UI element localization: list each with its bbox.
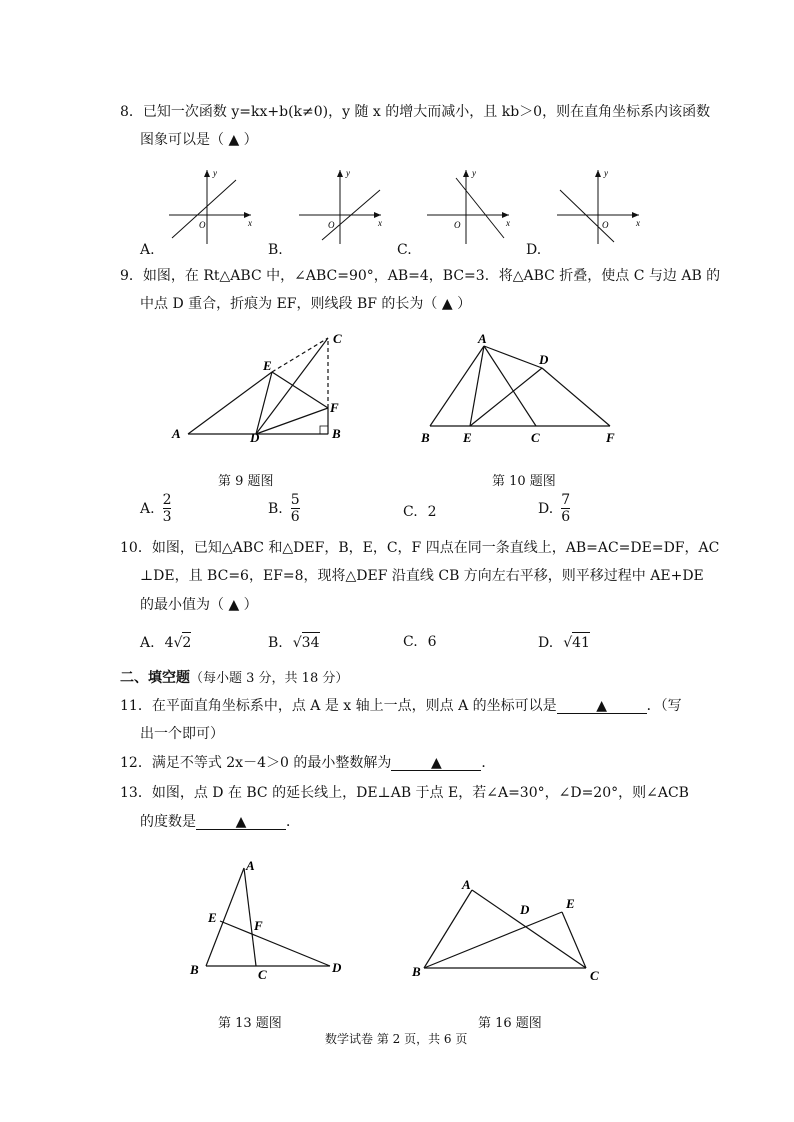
- q10-caption: 第 10 题图: [492, 474, 556, 489]
- q11-text-line1: [120, 696, 682, 716]
- q10-text-line1: 10．如图，已知△ABC 和△DEF，B，E，C，F 四点在同一条直线上，AB=AC=DE=DF，AC: [120, 540, 720, 556]
- q16-label-a: A: [462, 877, 471, 892]
- q9-option-a-letter: A.: [140, 500, 155, 517]
- q16-label-d: D: [520, 902, 530, 917]
- q9-option-a-fraction: [163, 492, 172, 525]
- q9-text-line2: 中点 D 重合，折痕为 EF，则线段 BF 的长为（ ▲ ）: [140, 296, 472, 312]
- q9-label-f: F: [330, 400, 339, 415]
- q8-a-o-label: O: [199, 220, 206, 230]
- q10-option-a-letter: A.: [140, 634, 155, 651]
- q10-option-c-letter: C.: [403, 634, 418, 650]
- q8-c-o-label: O: [454, 220, 461, 230]
- q8-option-b: B.: [268, 242, 283, 258]
- q10-option-b: [268, 632, 320, 653]
- q13-label-e: E: [208, 910, 217, 925]
- section-note: （每小题 3 分，共 18 分）: [190, 671, 349, 686]
- q13-caption: 第 13 题图: [218, 1016, 282, 1031]
- q9-option-d-fraction: [561, 492, 570, 525]
- q16-label-b: B: [412, 964, 421, 979]
- q9-option-c: [403, 502, 437, 522]
- q10-option-d-radicand: 41: [572, 632, 590, 653]
- q8-text-line1: 8．已知一次函数 y=kx+b(k≠0)，y 随 x 的增大而减小，且 kb＞0，则在直角坐标系内该函数: [120, 104, 711, 120]
- q10-option-c-value: 6: [427, 634, 437, 650]
- q8-b-o-label: O: [328, 220, 335, 230]
- section-fill-in-heading: [120, 668, 348, 689]
- q8-a-x-label: x: [248, 218, 252, 228]
- q11-tail: ．（写: [646, 698, 682, 714]
- q9-option-b: [268, 492, 300, 525]
- q13-tail: ．: [286, 814, 300, 830]
- q9-label-e: E: [263, 358, 272, 373]
- q12-text: 12．满足不等式 2x－4＞0 的最小整数解为: [120, 755, 392, 771]
- q9-text-line1: 9．如图，在 Rt△ABC 中，∠ABC=90°，AB=4，BC=3．将△ABC 折叠，使点 C 与边 AB 的: [120, 268, 721, 284]
- q13-label-c: C: [258, 967, 267, 982]
- q9-label-b: B: [332, 426, 341, 441]
- q10-option-a-sqrt-icon: √: [173, 634, 183, 651]
- q10-label-d: D: [539, 352, 549, 367]
- q8-option-a: A.: [140, 242, 155, 258]
- q11-text-line2: 出一个即可）: [140, 726, 224, 742]
- q8-c-x-label: x: [506, 218, 510, 228]
- q13-text-line2: [140, 812, 300, 832]
- q9-caption: 第 9 题图: [218, 474, 274, 489]
- q9-label-d: D: [250, 430, 260, 445]
- q10-option-d: [538, 632, 590, 653]
- q8-d-x-label: x: [636, 218, 640, 228]
- q16-label-e: E: [566, 896, 575, 911]
- q9-label-c: C: [333, 331, 342, 346]
- q8-graph-a: [164, 166, 254, 246]
- q8-d-y-label: y: [604, 168, 608, 178]
- q13-label-d: D: [332, 960, 342, 975]
- q9-option-a-num: 2: [162, 492, 172, 508]
- q13-label-b: B: [190, 962, 199, 977]
- q8-option-c: C.: [397, 242, 412, 258]
- q8-graph-c: [422, 166, 512, 246]
- q12-answer-blank[interactable]: ▲: [391, 756, 481, 771]
- q10-label-f: F: [606, 430, 615, 445]
- q10-option-c: [403, 632, 437, 652]
- q11-answer-blank[interactable]: ▲: [557, 699, 647, 714]
- q9-option-a: [140, 492, 171, 525]
- q11-text: 11．在平面直角坐标系中，点 A 是 x 轴上一点，则点 A 的坐标可以是: [120, 698, 557, 714]
- q9-option-d-den: 6: [561, 509, 571, 525]
- q9-option-b-num: 5: [290, 492, 300, 508]
- q9-label-a: A: [172, 426, 181, 441]
- section-title: 二、填空题: [120, 670, 190, 686]
- q10-label-a: A: [478, 331, 487, 346]
- page-footer: 数学试卷 第 2 页，共 6 页: [325, 1032, 468, 1046]
- q9-option-c-value: 2: [427, 504, 437, 520]
- q8-b-y-label: y: [346, 168, 350, 178]
- q8-c-y-label: y: [472, 168, 476, 178]
- q13-answer-blank[interactable]: ▲: [196, 815, 286, 830]
- q8-a-y-label: y: [213, 168, 217, 178]
- q8-graph-b: [294, 166, 384, 246]
- q10-option-d-letter: D.: [538, 634, 554, 651]
- q10-text-line3: 的最小值为（ ▲ ）: [140, 597, 258, 613]
- q10-text-line2: ⊥DE，且 BC=6，EF=8，现将△DEF 沿直线 CB 方向左右平移，则平移过程中 AE+DE: [140, 568, 704, 584]
- q8-d-o-label: O: [602, 220, 609, 230]
- q9-option-c-letter: C.: [403, 504, 418, 520]
- q10-label-e: E: [463, 430, 472, 445]
- q13-figure: [188, 856, 358, 986]
- q9-option-b-fraction: [291, 492, 300, 525]
- q12-tail: ．: [481, 755, 496, 771]
- q10-option-b-radicand: 34: [302, 632, 320, 653]
- q10-figure: [414, 331, 634, 445]
- q8-b-x-label: x: [378, 218, 382, 228]
- q10-option-a-coef: 4: [164, 634, 174, 651]
- q10-option-b-sqrt-icon: √: [292, 634, 302, 651]
- q9-option-b-letter: B.: [268, 500, 283, 517]
- q16-figure: [410, 876, 610, 986]
- q10-option-b-letter: B.: [268, 634, 283, 651]
- q10-label-c: C: [531, 430, 540, 445]
- q16-caption: 第 16 题图: [478, 1016, 542, 1031]
- q9-option-d-letter: D.: [538, 500, 554, 517]
- q13-text: 的度数是: [140, 814, 196, 830]
- q16-label-c: C: [590, 968, 599, 983]
- q9-figure: [170, 330, 360, 450]
- q10-label-b: B: [421, 430, 430, 445]
- q13-text-line1: 13．如图，点 D 在 BC 的延长线上，DE⊥AB 于点 E，若∠A=30°，∠D=20°，则∠ACB: [120, 785, 689, 801]
- q8-option-d: D.: [526, 242, 542, 258]
- q10-option-a: [140, 632, 191, 653]
- q10-option-a-radicand: 2: [182, 632, 191, 653]
- q13-label-a: A: [246, 858, 255, 873]
- q10-option-d-sqrt-icon: √: [563, 634, 573, 651]
- q9-option-d-num: 7: [561, 492, 571, 508]
- q9-option-d: [538, 492, 570, 525]
- q8-graph-d: [552, 166, 642, 246]
- q12-text-line: [120, 753, 495, 773]
- q8-text-line2: 图象可以是（ ▲ ）: [140, 132, 258, 148]
- q9-option-b-den: 6: [290, 509, 300, 525]
- q9-option-a-den: 3: [162, 509, 172, 525]
- q13-label-f: F: [254, 918, 263, 933]
